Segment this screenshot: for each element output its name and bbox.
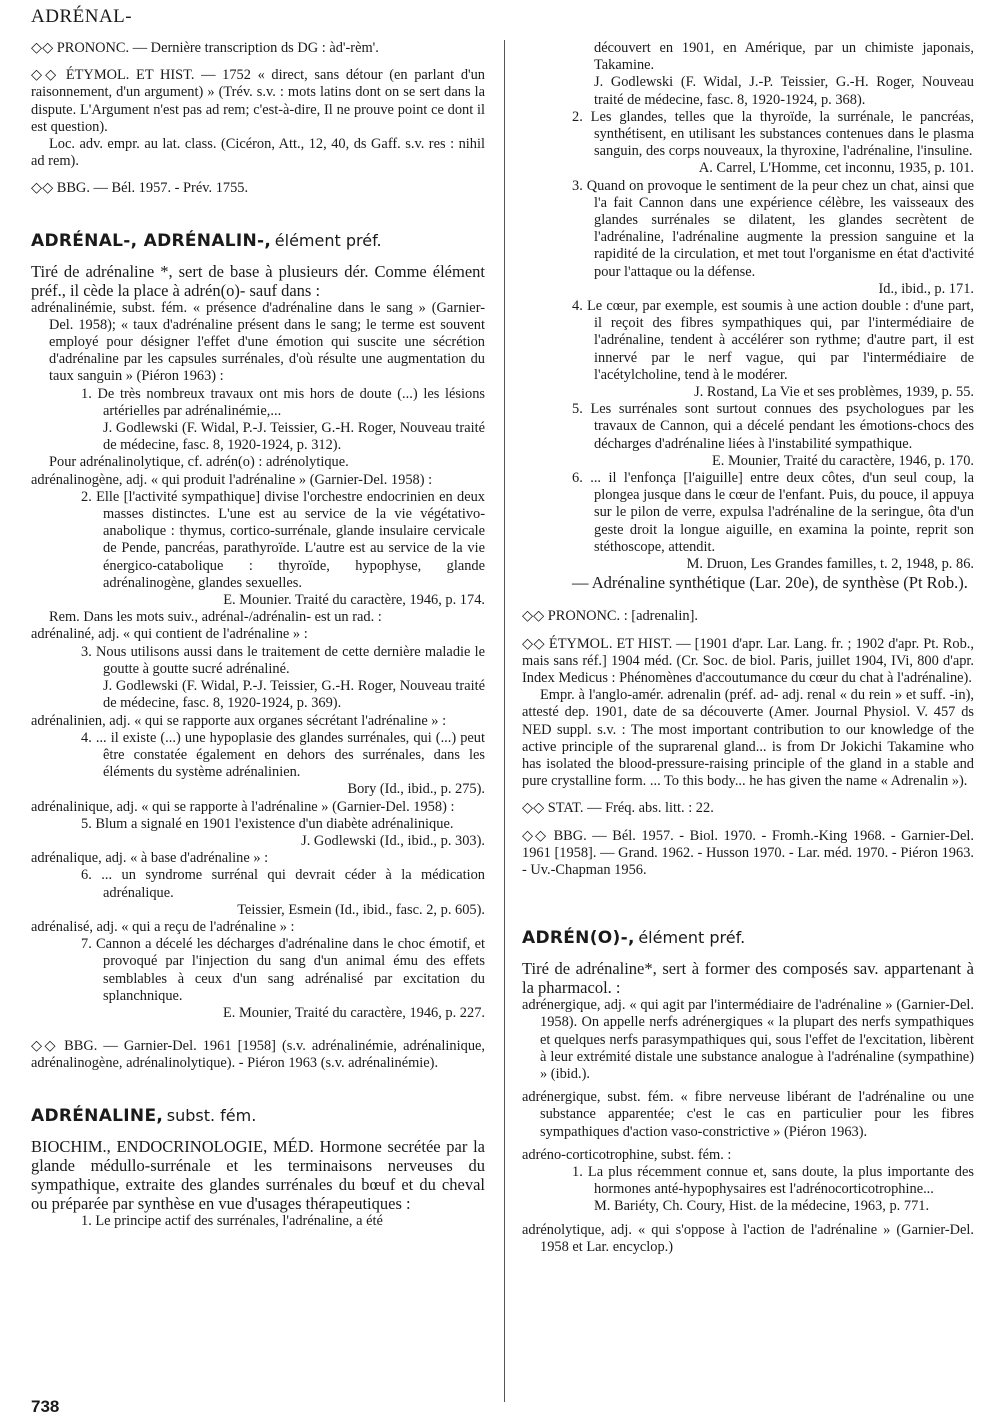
entry-lead: Tiré de adrénaline *, sert de base à plusieurs dér. Comme élément préf., il cède la place à adrén(o)- sauf dans : [31, 261, 485, 300]
synthetic-variant: — Adrénaline synthétique (Lar. 20e), de synthèse (Pt Rob.). [572, 573, 968, 593]
citation-3: 3. Nous utilisons aussi dans le traitement de cette dernière maladie le goutte à goutte sucré adrénaliné. [81, 643, 485, 677]
running-head: ADRÉNAL- [31, 6, 133, 27]
citation-7: 7. Cannon a décelé les décharges d'adrénaline dans le choc émotif, et provoqué par l'injection du sang d'un animal ému des effets semblables à ceux d'un sang adrénalisé par excitation du splanchnique. [81, 936, 485, 1004]
citation-5: 5. Les surrénales sont surtout connues des psychologues par les travaux de Cannon, qui a décelé pendant les émotions-chocs des décharges d'adrénaline liées à l'instabilité sympathique. [572, 401, 974, 452]
column-rule [504, 40, 505, 1402]
citation-1: 1. La plus récemment connue et, sans doute, la plus importante des hormones anté-hypophysaires est l'adrénocorticotrophine... [572, 1163, 974, 1198]
citation-1-start: 1. Le principe actif des surrénales, l'adrénaline, a été [81, 1212, 383, 1229]
citation-source-4: J. Rostand, La Vie et ses problèmes, 1939, p. 55. [694, 384, 974, 401]
subentry-adrenalinogene: adrénalinogène, adj. « qui produit l'adrénaline » (Garnier-Del. 1958) : [31, 471, 433, 488]
entry-lead: BIOCHIM., ENDOCRINOLOGIE, MÉD. Hormone secrétée par la glande médullo-surrénale et les terminaisons nerveuses du sympathique, extraite des glandes surrénales du bœuf et du cheval ou préparée par synthèse en vue d'usages thérapeutiques : [31, 1136, 485, 1213]
adrenal-loc: Loc. adv. empr. au lat. class. (Cicéron, Att., 12, 40, ds Gaff. s.v. res : nihil ad rem). [31, 136, 485, 170]
subentry-adrenalise: adrénalisé, adj. « qui a reçu de l'adrénaline » : [31, 918, 295, 935]
adrenaline-etymol: ◇◇ ÉTYMOL. ET HIST. — [1901 d'apr. Lar. Lang. fr. ; 1902 d'apr. Pt. Rob., mais sans réf.] 1904 méd. (Cr. Soc. de biol. Paris, juillet 1904, IVi, 800 d'apr. Index Medicus : Phénomènes d'accoutumance du cœur du chat à l'adrénaline). [522, 635, 974, 686]
entry-heading-adreno [522, 927, 974, 949]
citation-1-continued: découvert en 1901, en Amérique, par un chimiste japonais, Takamine. [594, 40, 974, 74]
citation-source-5: E. Mounier, Traité du caractère, 1946, p. 170. [712, 452, 974, 469]
subentry-adrenalinien: adrénalinien, adj. « qui se rapporte aux organes sécrétant l'adrénaline » : [31, 712, 447, 729]
adrenaline-emprunt: Empr. à l'anglo-amér. adrenalin (préf. ad- adj. renal « du rein » et suff. -in), attesté dep. 1901, date de sa découverte (Amer. Journal Physiol. V. 457 ds NED suppl. s.v. : The most important contribution to our knowledge of the active principle of the suprarenal gland... is from Dr Jokichi Takamine who has isolated the blood-pressure-raising principle of the gland in a stable and pure crystalline form. ... To this body... he has given the name « Adrenalin »). [522, 687, 974, 790]
page-number: 738 [31, 1397, 60, 1416]
citation-source-6: M. Druon, Les Grandes familles, t. 2, 1948, p. 86. [686, 556, 974, 573]
adrenalin-bbg: ◇◇ BBG. — Garnier-Del. 1961 [1958] (s.v. adrénalinémie, adrénalinique, adrénalinogène, adrénalinolytique). - Piéron 1963 (s.v. adrénalinémie). [31, 1038, 485, 1072]
headword: ADRÉNAL-, ADRÉNALIN-, [31, 230, 272, 251]
headword: ADRÉN(O)-, [522, 928, 635, 949]
adrenal-etymol: ◇◇ ÉTYMOL. ET HIST. — 1752 « direct, sans détour (en parlant d'un raisonnement, d'un argument) » (Trév. s.v. : mots latins dont on se sert dans la dispute. L'Argument n'est pas ad rem; c'est-à-dire, Il ne prouve point ce dont il est question). [31, 67, 485, 135]
headword: ADRÉNALINE, [31, 1105, 164, 1126]
citation-source-3: Id., ibid., p. 171. [878, 280, 974, 297]
subentry-adrenalinique: adrénalinique, adj. « qui se rapporte à l'adrénaline » (Garnier-Del. 1958) : [31, 798, 455, 815]
subentry-adrenalinemie: adrénalinémie, subst. fém. « présence d'adrénaline dans le sang » (Garnier-Del. 1958); « taux d'adrénaline présent dans le sang; le terme est souvent employé pour désigner l'effet d'une émotion qui suscite une sécrétion d'adrénaline par les capsules surrénales, d'où résulte une augmentation du taux sanguin » (Piéron 1963) : [31, 299, 485, 385]
left-column [31, 40, 485, 1230]
citation-source-7: E. Mounier, Traité du caractère, 1946, p. 227. [223, 1004, 485, 1021]
entry-heading-adrenal-adrenalin [31, 230, 485, 252]
citation-source-6: Teissier, Esmein (Id., ibid., fasc. 2, p. 605). [237, 901, 485, 918]
adrenaline-prononc: ◇◇ PRONONC. : [adrenalin]. [522, 608, 699, 625]
headword-type: subst. fém. [166, 1105, 257, 1125]
subentry-adreno-corticotrophine: adréno-corticotrophine, subst. fém. : [522, 1146, 732, 1163]
citation-source-4: Bory (Id., ibid., p. 275). [347, 781, 485, 798]
right-column [522, 40, 974, 1256]
citation-2: 2. Elle [l'activité sympathique] divise l'orchestre endocrinien en deux masses distinctes. L'une est au service de la vie végétativo-anabolique : thymus, cortico-surrénale, glande insulaire cervicale de Pende, pancréas, parathyroïde. L'autre est au service de la vie énergico-catabolique : thyroïde, hypophyse, glande adrénalinogène, glandes sexuelles. [81, 488, 485, 591]
citation-6: 6. ... un syndrome surrénal qui devrait céder à la médication adrénalique. [81, 867, 485, 901]
headword-type: élément préf. [274, 230, 382, 250]
adrenaline-stat: ◇◇ STAT. — Fréq. abs. litt. : 22. [522, 800, 714, 817]
citation-source-1: M. Bariéty, Ch. Coury, Hist. de la médecine, 1963, p. 771. [594, 1198, 930, 1215]
subentry-adrenolytique: adrénolytique, adj. « qui s'oppose à l'action de l'adrénaline » (Garnier-Del. 1958 et Lar. encyclop.) [522, 1221, 974, 1255]
citation-3: 3. Quand on provoque le sentiment de la peur chez un chat, ainsi que l'a fait Cannon dans une expérience célèbre, les vaisseaux des glandes surrénales se dilatent, les glandes secrètent de l'adrénaline, l'adrénaline augmente la pression sanguine et la rapidité de la circulation, et met tout l'organisme en état d'activité pour l'attaque ou la défense. [572, 177, 974, 280]
citation-4: 4. Le cœur, par exemple, est soumis à une action double : d'une part, il reçoit des fibres sympathiques qui, par l'intermédiaire de l'adrénaline, tendent à accélérer son rythme; d'autre part, il est innervé par le nerf vague, qui par l'intermédiaire de l'acétylcholine, tend à le modérer. [572, 298, 974, 383]
citation-source-2: E. Mounier. Traité du caractère, 1946, p. 174. [223, 592, 485, 609]
citation-2: 2. Les glandes, telles que la thyroïde, la surrénale, le pancréas, synthétisent, en utilisant les substances contenues dans le plasma sanguin, des corps nouveaux, la thyroxine, l'adrénaline, l'insuline. [572, 108, 974, 160]
adrenal-bbg: ◇◇ BBG. — Bél. 1957. - Prév. 1755. [31, 180, 249, 197]
adrenaline-bbg: ◇◇ BBG. — Bél. 1957. - Biol. 1970. - Fromh.-King 1968. - Garnier-Del. 1961 [1958]. — Grand. 1962. - Husson 1970. - Lar. méd. 1970. - Piéron 1963. - Uv.-Chapman 1956. [522, 827, 974, 878]
citation-source-1: J. Godlewski (F. Widal, J.-P. Teissier, G.-H. Roger, Nouveau traité de médecine, fasc. 8, 1920-1924, p. 368). [594, 74, 974, 108]
citation-1: 1. De très nombreux travaux ont mis hors de doute (...) les lésions artérielles par adrénalinémie,... [81, 385, 485, 419]
cross-reference: Pour adrénalinolytique, cf. adrén(o) : adrénolytique. [49, 454, 349, 471]
headword-type: élément préf. [638, 928, 746, 948]
adrenal-prononc: ◇◇ PRONONC. — Dernière transcription ds DG : àd'-rèm'. [31, 40, 379, 56]
subentry-adrenaline-adj: adrénaliné, adj. « qui contient de l'adrénaline » : [31, 626, 308, 643]
citation-source-2: A. Carrel, L'Homme, cet inconnu, 1935, p. 101. [698, 160, 974, 177]
citation-source-5: J. Godlewski (Id., ibid., p. 303). [301, 832, 485, 849]
subentry-adrenergique-subst: adrénergique, subst. fém. « fibre nerveuse libérant de l'adrénaline ou une substance apparentée; c'est le cas en particulier pour les fibres sympathiques d'action vaso-constrictive » (Piéron 1963). [522, 1089, 974, 1140]
citation-4: 4. ... il existe (...) une hypoplasie des glandes surrénales, qui (...) peut être constatée également en dehors des surrénales, dans les éléments du système adrénalinien. [81, 729, 485, 781]
subentry-adrenalique: adrénalique, adj. « à base d'adrénaline » : [31, 850, 269, 867]
citation-source-3: J. Godlewski (F. Widal, P.-J. Teissier, G.-H. Roger, Nouveau traité de médecine, fasc. 8, 1920-1924, p. 369). [103, 678, 485, 712]
subentry-adrenergique-adj: adrénergique, adj. « qui agit par l'intermédiaire de l'adrénaline » (Garnier-Del. 1958). On appelle nerfs adrénergiques « la plupart des nerfs sympathiques et quelques nerfs parasympathiques qui, sous l'effet de l'excitation, libèrent à leur extrémité distale une substance analogue à l'adrénaline (sympathine) » (ibid.). [522, 997, 974, 1082]
citation-source-1: J. Godlewski (F. Widal, P.-J. Teissier, G.-H. Roger, Nouveau traité de médecine, fasc. 8, 1920-1924, p. 312). [103, 420, 485, 454]
entry-lead: Tiré de adrénaline*, sert à former des composés sav. appartenant à la pharmacol. : [522, 959, 974, 998]
citation-6: 6. ... il l'enfonça [l'aiguille] entre deux côtes, d'un seul coup, la plongea jusque dans le cœur de l'enfant. Puis, du pouce, il appuya sur le pilon de verre, expulsa l'adrénaline de la seringue, ôta d'un geste droit la longue aiguille, en examina la pointe, reprit son stéthoscope, attendit. [572, 470, 974, 555]
entry-heading-adrenaline [31, 1105, 485, 1127]
remark: Rem. Dans les mots suiv., adrénal-/adrénalin- est un rad. : [49, 609, 382, 626]
citation-5: 5. Blum a signalé en 1901 l'existence d'un diabète adrénalinique. [81, 815, 454, 832]
